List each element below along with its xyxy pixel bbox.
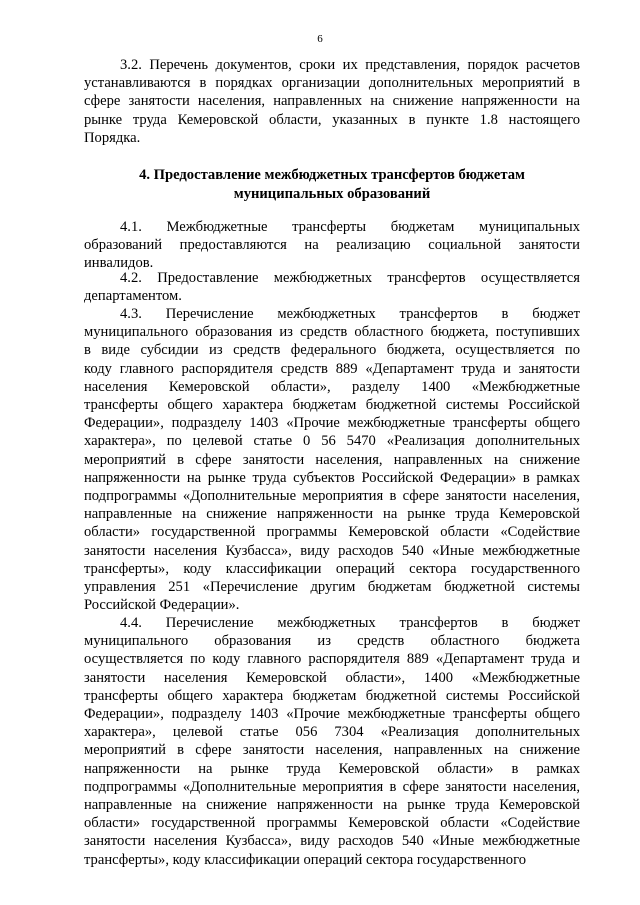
- text-line: трансферты», коду классификации операций сектора государственного: [84, 851, 527, 868]
- text-line: занятости населения Кузбасса», виду расходов 540 «Иные межбюджетные: [84, 833, 580, 850]
- paragraph-4-2: [84, 269, 580, 305]
- text-line: области» государственной программы Кемеровской области «Содействие: [84, 815, 580, 832]
- paragraph-3-2: [84, 56, 580, 147]
- text-line: 4.1. Межбюджетные трансферты бюджетам муниципальных: [120, 219, 580, 235]
- text-line: управления 251 «Перечисление другим бюджетам бюджетной системы: [84, 579, 580, 596]
- text-line: 4.3. Перечисление межбюджетных трансфертов в бюджет: [120, 306, 580, 322]
- text-line: направленные на снижение напряженности на рынке труда Кемеровской: [84, 506, 580, 523]
- text-line: инвалидов.: [84, 255, 154, 272]
- text-line: области» государственной программы Кемеровской области «Содействие: [84, 524, 580, 541]
- text-line: образований предоставляются на реализацию социальной занятости: [84, 237, 580, 254]
- heading-line: муниципальных образований: [233, 185, 431, 202]
- text-line: мероприятий в сфере занятости населения, направленных на снижение: [84, 742, 580, 759]
- text-line: устанавливаются в порядках организации дополнительных мероприятий в: [84, 75, 580, 92]
- paragraph-4-3: [84, 305, 580, 614]
- text-line: Федерации», подразделу 1403 «Прочие межбюджетные трансферты общего: [84, 415, 580, 432]
- text-line: трансферты общего характера бюджетам бюджетной системы Российской: [84, 397, 580, 414]
- text-line: занятости населения Кемеровской области», 1400 «Межбюджетные: [84, 669, 580, 686]
- text-line: трансферты», коду классификации операций сектора государственного: [84, 560, 580, 577]
- text-line: подпрограммы «Дополнительные мероприятия в сфере занятости населения,: [84, 778, 580, 795]
- text-line: занятости населения Кузбасса», виду расходов 540 «Иные межбюджетные: [84, 542, 580, 559]
- text-line: осуществляется по коду главного распорядителя 889 «Департамент труда и: [84, 651, 580, 668]
- text-line: характера», целевой статье 056 7304 «Реализация дополнительных: [84, 724, 580, 741]
- text-line: направленные на снижение напряженности на рынке труда Кемеровской: [84, 797, 580, 814]
- text-line: Федерации», подразделу 1403 «Прочие межбюджетные трансферты общего: [84, 706, 580, 723]
- text-line: характера», по целевой статье 0 56 5470 «Реализация дополнительных: [84, 433, 580, 450]
- text-line: мероприятий в сфере занятости населения, направленных на снижение: [84, 451, 580, 468]
- text-line: 4.4. Перечисление межбюджетных трансфертов в бюджет: [120, 615, 580, 631]
- text-line: Российской Федерации».: [84, 597, 240, 614]
- text-line: рынке труда Кемеровской области, указанных в пункте 1.8 настоящего: [84, 111, 580, 128]
- text-line: 4.2. Предоставление межбюджетных трансфертов осуществляется: [120, 270, 580, 286]
- text-line: трансферты общего характера бюджетам бюджетной системы Российской: [84, 687, 580, 704]
- text-line: Порядка.: [84, 129, 141, 146]
- paragraph-4-4: [84, 614, 580, 869]
- text-line: коду главного распорядителя средств 889 «Департамент труда и занятости: [84, 360, 580, 377]
- text-line: населения Кемеровской области», разделу 1400 «Межбюджетные: [84, 378, 580, 395]
- text-line: департаментом.: [84, 288, 182, 305]
- text-line: сфере занятости населения, направленных на снижение напряженности на: [84, 93, 580, 110]
- text-line: муниципального образования из средств областного бюджета, поступивших: [84, 324, 580, 341]
- paragraph-4-1: [84, 218, 580, 273]
- text-line: напряженности на рынке труда Кемеровской области» в рамках: [84, 760, 580, 777]
- text-line: 3.2. Перечень документов, сроки их представления, порядок расчетов: [120, 57, 580, 73]
- text-line: подпрограммы «Дополнительные мероприятия в сфере занятости населения,: [84, 488, 580, 505]
- text-line: в виде субсидии из средств федерального бюджета, осуществляется по: [84, 342, 580, 359]
- text-line: напряженности на рынке труда субъектов Российской Федерации» в рамках: [84, 469, 580, 486]
- section-heading-4: [84, 166, 580, 203]
- text-line: муниципального образования из средств областного бюджета: [84, 633, 580, 650]
- heading-line: 4. Предоставление межбюджетных трансфертов бюджетам: [139, 167, 525, 183]
- page-number: 6: [317, 33, 323, 45]
